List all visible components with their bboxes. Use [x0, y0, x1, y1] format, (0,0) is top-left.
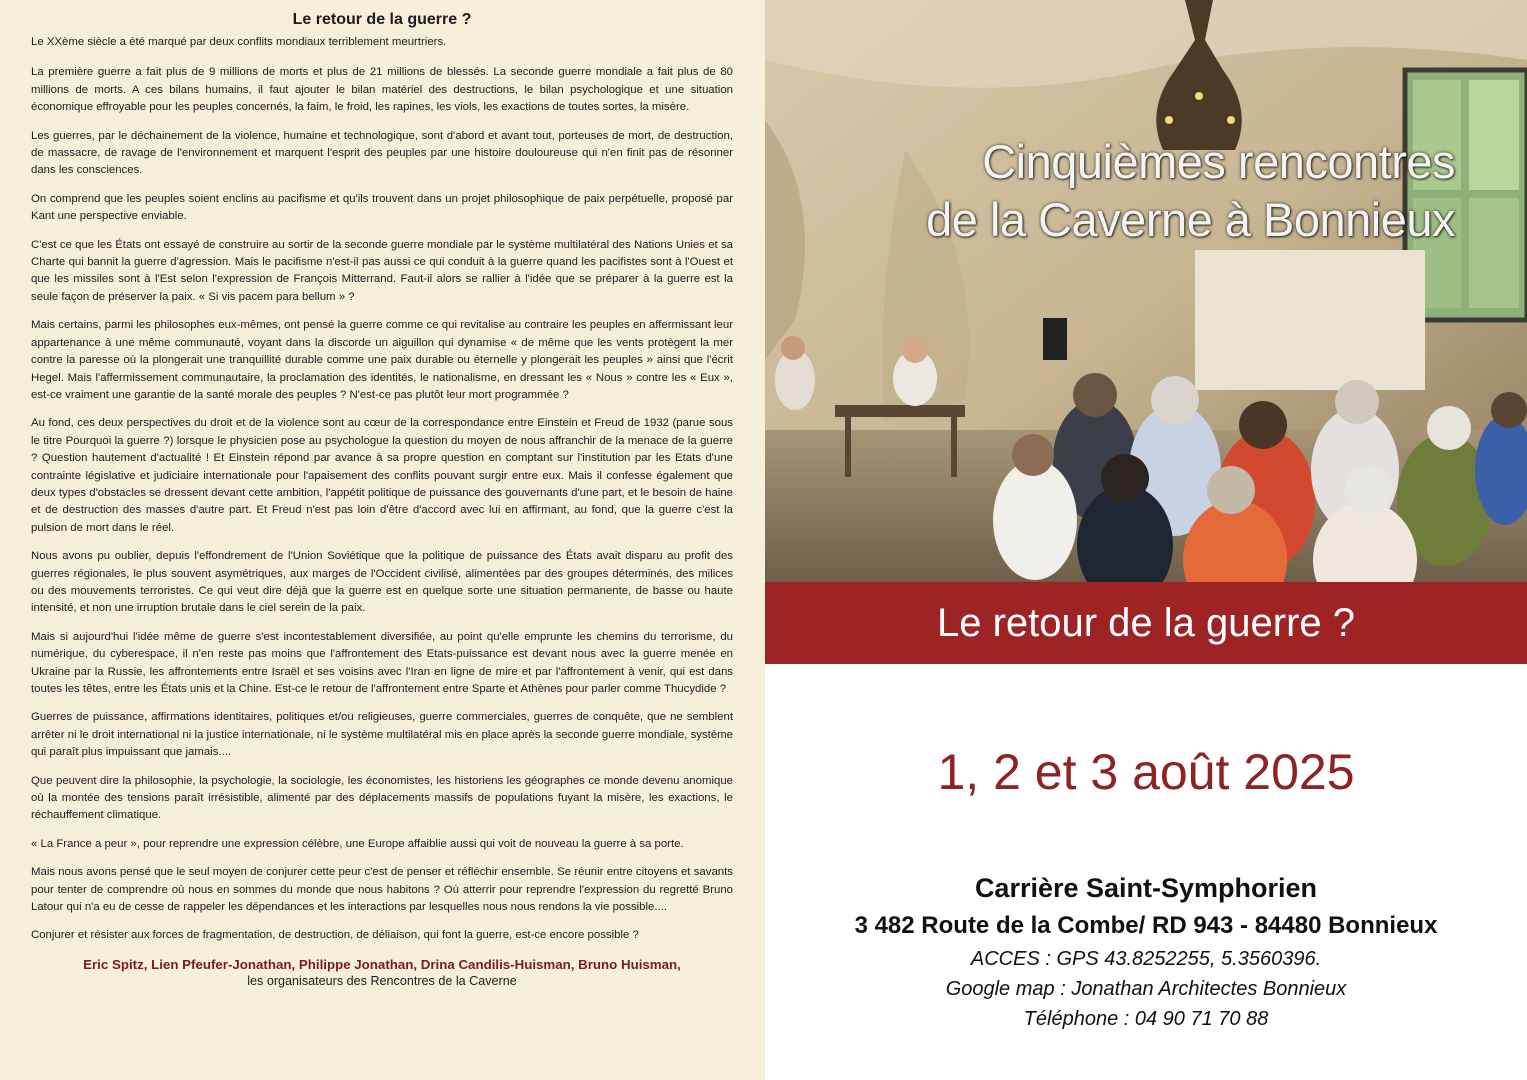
google-map-info: Google map : Jonathan Architectes Bonnieux: [945, 978, 1347, 1000]
paragraph-1: Le XXème siècle a été marqué par deux conflits mondiaux terriblement meurtriers.: [31, 36, 447, 48]
event-title: [926, 133, 1455, 249]
cave-audience-photo: [765, 0, 1527, 582]
venue-block: [765, 868, 1527, 1034]
event-dates: 1, 2 et 3 août 2025: [937, 744, 1355, 800]
paragraph-10: Guerres de puissance, affirmations identitaires, politiques et/ou religieuses, guerre commerciales, guerres de conquête, que ne semblent arrêter ni le droit international ni la justice internationale, ni le système multilatéral mis en place après la seconde guerre mondiale, système qui paraît plus impuissant que jamais....: [31, 711, 733, 759]
venue-address: 3 482 Route de la Combe/ RD 943 - 84480 Bonnieux: [854, 912, 1438, 939]
venue-name: Carrière Saint-Symphorien: [974, 873, 1318, 903]
paragraph-4: On comprend que les peuples soient enclins au pacifisme et qu'ils trouvent dans un projet philosophique de paix perpétuelle, proposé par Kant une perspective enviable.: [31, 192, 733, 223]
event-title-line-1: Cinquièmes rencontres: [982, 135, 1455, 188]
organisers-line: les organisateurs des Rencontres de la Caverne: [247, 973, 517, 988]
paragraph-3: Les guerres, par le déchainement de la violence, humaine et technologique, sont d'abord et avant tout, porteuses de mort, de destruction, de massacre, de ravage de l'environnement et marquent l'esprit des peuples par une histoire douloureuse qui n'en finit pas de résonner dans les consciences.: [31, 129, 733, 177]
paragraph-13: Mais nous avons pensé que le seul moyen de conjurer cette peur c'est de penser et réfléchir ensemble. Se réunir entre citoyens et savants pour tenter de comprendre où nous en sommes du monde que nous habitons ? Où atterrir pour reprendre l'expression du regretté Bruno Latour qui n'a eu de cesse de rappeler les dépendances et les interactions par lesquelles nous nous rendons la vie possible....: [31, 866, 733, 914]
theme-banner: Le retour de la guerre ?: [765, 582, 1527, 664]
access-gps: ACCES : GPS 43.8252255, 5.3560396.: [970, 948, 1322, 970]
paragraph-6: Mais certains, parmi les philosophes eux-mêmes, ont pensé la guerre comme ce qui revitalise au contraire les peuples en affermissant leur appartenance à une même communauté, voyant dans la discorde un aiguillon qui dynamise « de même que les vents protègent la mer contre la paresse où la plongerait une tranquillité durable comme une paix durable ou éternelle y plongerait les peuples » ainsi que l'écrit Hegel. Mais l'affermissement communautaire, la proclamation des identités, le nationalisme, en dressant les « Nous » contre les « Eux », est-ce vraiment une garantie de la santé morale des peuples ? N'est-ce pas plutôt leur mort programmée ?: [31, 319, 733, 401]
event-title-line-2: de la Caverne à Bonnieux: [926, 193, 1455, 246]
paragraph-5: C'est ce que les États ont essayé de construire au sortir de la seconde guerre mondiale par le système multilatéral des Nations Unies et sa Charte qui bannit la guerre d'agression. Mais le pacifisme n'est-il pas aussi ce qui conduit à la guerre quand les pacifistes sont à l'Ouest et que les missiles sont à l'Est selon l'expression de François Mitterrand. Faut-il alors se rallier à l'idée que se préparer à la guerre est la seule façon de préserver la paix. « Si vis pacem para bellum » ?: [31, 238, 733, 303]
article-title: Le retour de la guerre ?: [292, 11, 472, 28]
paragraph-7: Au fond, ces deux perspectives du droit et de la violence sont au cœur de la correspondance entre Einstein et Freud de 1932 (parue sous le titre Pourquoi la guerre ?) lorsque le physicien pose au psychologue la question du moyen de nous affranchir de la menace de la guerre ? Question hautement d'actualité ! Et Einstein répond par avance à sa propre question en comptant sur l'institution par les Etats d'une contrainte législative et judiciaire internationale pour l'apaisement des conflits pouvant surgir entre eux. Mais il confesse également que deux types d'obstacles se dressent devant cette ambition, l'appétit politique de puissance des gouvernants d'une part, et le besoin de haine et de destruction des masses d'autre part. Et Freud n'est pas loin d'être d'accord avec lui en affirmant, au fond, que la guerre c'est la pulsion de mort dans le réel.: [31, 417, 733, 534]
leaflet-cover-panel: [765, 0, 1527, 1080]
paragraph-11: Que peuvent dire la philosophie, la psychologie, la sociologie, les économistes, les historiens les géographes ce monde devenu anomique où la montée des tensions paraît irrésistible, alimenté par des déplacements massifs de populations fuyant la misère, les exactions, le réchauffement climatique.: [31, 774, 733, 822]
authors-line: Eric Spitz, Lien Pfeufer-Jonathan, Philippe Jonathan, Drina Candilis-Huisman, Bruno Huisman,: [83, 956, 681, 972]
paragraph-8: Nous avons pu oublier, depuis l'effondrement de l'Union Soviétique que la politique de puissance des États avait disparu au profit des guerres régionales, le plus souvent asymétriques, aux marges de l'Occident civilisé, alimentées par des groupes déterminés, des milices ou des mouvements terroristes. Ce qui veut dire déjà que la guerre est en quelque sorte une situation permanente, de basse ou haute intensité, et non une irruption brutale dans le ciel serein de la paix.: [31, 550, 733, 615]
phone-number: Téléphone : 04 90 71 70 88: [1023, 1008, 1269, 1030]
paragraph-9: Mais si aujourd'hui l'idée même de guerre s'est incontestablement diversifiée, au point qu'elle emprunte les chemins du terrorisme, du numérique, du cyberespace, il n'en reste pas moins que l'affrontement des Etats-puissance est devant nous avec la guerre menée en Ukraine par la Russie, les affrontements entre Israël et ses voisins avec l'Iran en ligne de mire et par l'affrontement à venir, qui est dans toutes les têtes, entre les États unis et la Chine. Est-ce le retour de l'affrontement entre Sparte et Athènes pour parler comme Thucydide ?: [31, 630, 733, 695]
photo-illustration: [765, 0, 1527, 582]
paragraph-2: La première guerre a fait plus de 9 millions de morts et plus de 21 millions de blessés. La seconde guerre mondiale a fait plus de 80 millions de morts. A ces bilans humains, il faut ajouter le bilan matériel des destructions, le bilan psychologique et une situation économique effroyable pour les peuples concernés, la faim, le froid, les rapines, les viols, les exactions de toutes sortes, la misère.: [31, 66, 733, 114]
paragraph-12: « La France a peur », pour reprendre une expression célèbre, une Europe affaiblie aussi qui voit de nouveau la guerre à sa porte.: [31, 837, 684, 850]
paragraph-14: Conjurer et résister aux forces de fragmentation, de destruction, de déliaison, qui font la guerre, est-ce encore possible ?: [31, 929, 639, 942]
